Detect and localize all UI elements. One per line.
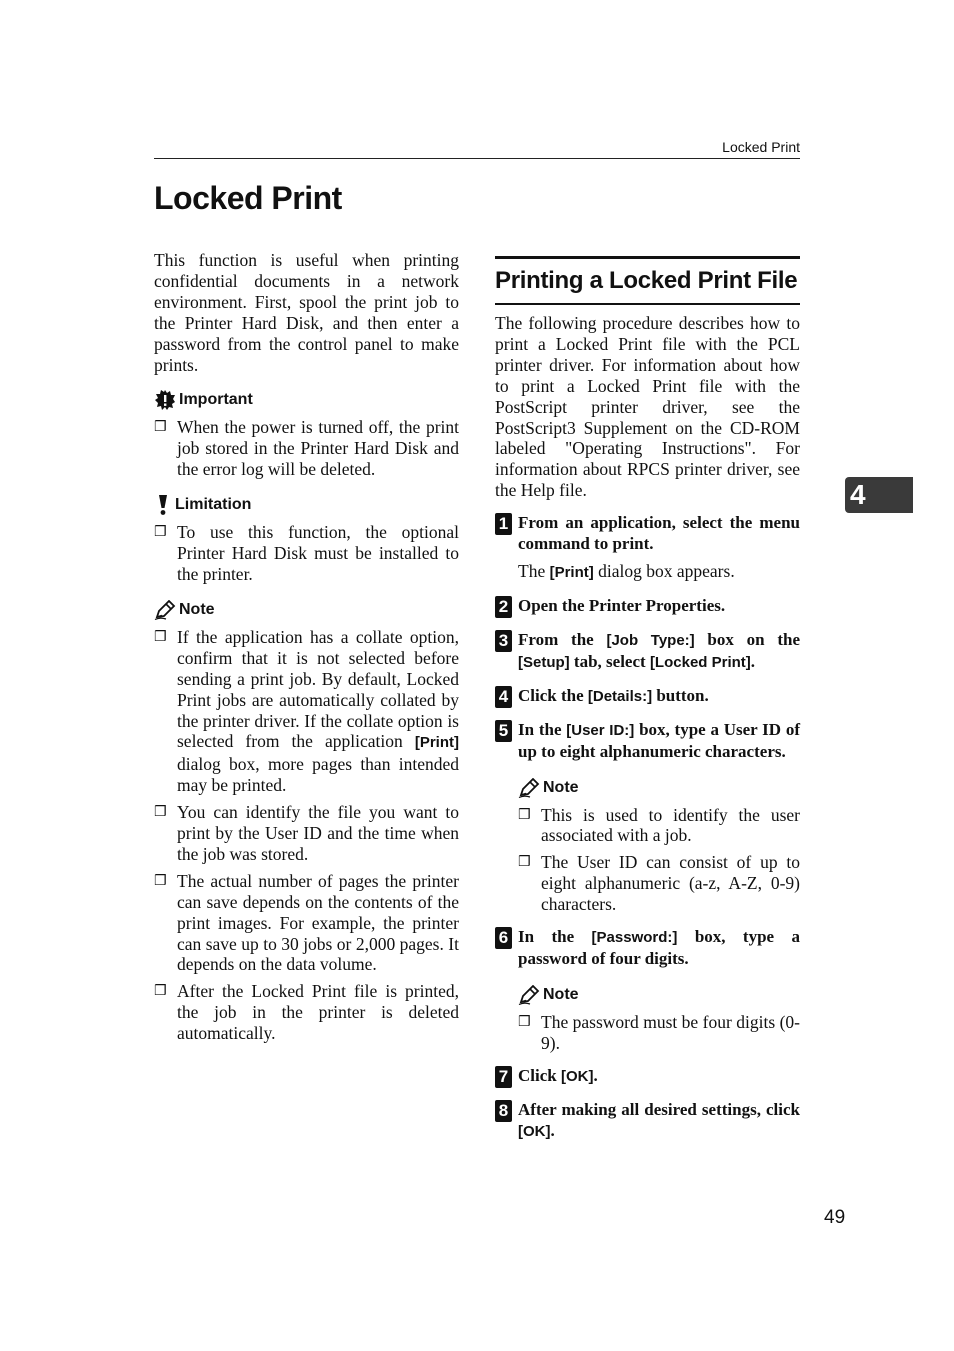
step-number: 4 (495, 686, 512, 708)
step-number: 6 (495, 927, 512, 949)
note-item: This is used to identify the user associated with a job. (541, 804, 800, 846)
step-number: 8 (495, 1100, 512, 1122)
note-item-identify: You can identify the file you want to print by the User ID and the time when the job was stored. (177, 802, 459, 864)
section-heading: Printing a Locked Print File (495, 256, 800, 305)
step-number: 2 (495, 596, 512, 618)
list-item (154, 871, 459, 976)
pencil-icon (154, 600, 176, 620)
checkbox-icon: ❒ (154, 628, 167, 645)
step-text: From the [Job Type:] box on the [Setup] tab, select [Locked Print]. (518, 629, 800, 671)
exclamation-icon (154, 494, 172, 516)
chapter-number: 4 (850, 479, 866, 510)
note-heading (154, 599, 459, 621)
step-6 (495, 927, 800, 970)
pencil-icon (518, 985, 540, 1005)
page-title: Locked Print (154, 180, 342, 216)
step-2 (495, 596, 800, 618)
running-head: Locked Print (722, 139, 800, 155)
ui-label-job-type: [Job Type:] (606, 631, 695, 649)
ui-label-setup: [Setup] (518, 653, 570, 671)
step-1 (495, 513, 800, 555)
ui-label-details: [Details:] (587, 687, 653, 705)
step-4 (495, 686, 800, 708)
ui-label-print: [Print] (549, 563, 594, 581)
important-heading (154, 389, 459, 411)
ui-label-locked-print: [Locked Print] (649, 653, 751, 671)
chapter-tab (845, 477, 913, 513)
checkbox-icon: ❒ (518, 1013, 531, 1030)
checkbox-icon: ❒ (518, 854, 531, 871)
list-item (518, 852, 800, 915)
note-item: The password must be four digits (0-9). (541, 1011, 800, 1053)
list-item (154, 522, 459, 585)
step-number: 5 (495, 720, 512, 742)
checkbox-icon: ❒ (154, 419, 167, 436)
note-heading (518, 777, 800, 799)
checkbox-icon: ❒ (154, 983, 167, 1000)
step-5-note (518, 777, 800, 916)
step-7 (495, 1066, 800, 1088)
step-number: 3 (495, 630, 512, 652)
left-column (154, 250, 459, 1044)
important-icon (154, 389, 176, 411)
note-item-pages: The actual number of pages the printer can save depends on the contents of the print images. For example, the printer can save up to 30 jobs or 2,000 pages. It depends on the data volume. (177, 870, 459, 975)
checkbox-icon: ❒ (518, 806, 531, 823)
note-label: Note (543, 778, 579, 796)
step-text: After making all desired settings, click [OK]. (518, 1099, 800, 1140)
step-1-result: The [Print] dialog box appears. (518, 560, 735, 581)
important-label: Important (179, 391, 253, 409)
step-text: From an application, select the menu command to print. (518, 513, 800, 554)
important-item: When the power is turned off, the print job stored in the Printer Hard Disk and the error log will be deleted. (177, 417, 459, 480)
note-item: The User ID can consist of up to eight alphanumeric (a-z, A-Z, 0-9) characters. (541, 852, 800, 915)
step-number: 1 (495, 513, 512, 535)
right-column (495, 256, 800, 1142)
checkbox-icon: ❒ (154, 804, 167, 821)
checkbox-icon: ❒ (154, 524, 167, 541)
step-text: Open the Printer Properties. (518, 595, 726, 615)
section-intro: The following procedure describes how to print a Locked Print file with the PCL printer driver. For information about how to print a Locked Print file with the PostScript printer driver, see the PostScript3 Supplement on the CD-ROM labeled "Operating Instructions". For information about RPCS printer driver, see the Help file. (495, 313, 800, 501)
checkbox-icon: ❒ (154, 872, 167, 889)
ui-label-ok: [OK] (518, 1122, 551, 1140)
note-heading (518, 984, 800, 1006)
note-item-collate: If the application has a collate option, confirm that it is not selected before sending a print job. By default, Locked Print jobs are automatically collated by the printer driver. If the collate option is selected from the application [Print] dialog box, more pages than intended may be printed. (177, 626, 459, 796)
note-item-deleted: After the Locked Print file is printed, the job in the printer is deleted automatically. (177, 981, 459, 1044)
step-text: Click the [Details:] button. (518, 685, 709, 705)
ui-label-print: [Print] (414, 734, 459, 752)
ui-label-user-id: [User ID:] (566, 721, 635, 739)
intro-paragraph: This function is useful when printing confidential documents in a network environment. First, spool the print job to the Printer Hard Disk, and then enter a password from the control panel to make prints. (154, 250, 459, 375)
list-item (154, 981, 459, 1044)
list-item (154, 802, 459, 865)
step-8 (495, 1100, 800, 1143)
list-item (518, 805, 800, 847)
note-label: Note (179, 600, 215, 618)
step-text: Click [OK]. (518, 1065, 598, 1085)
note-label: Note (543, 985, 579, 1003)
step-text: In the [Password:] box, type a password of four digits. (518, 927, 800, 968)
pencil-icon (518, 778, 540, 798)
ui-label-password: [Password:] (591, 929, 678, 947)
step-3 (495, 630, 800, 674)
page-number: 49 (824, 1207, 846, 1228)
ui-label-ok: [OK] (560, 1067, 594, 1085)
list-item (154, 417, 459, 480)
limitation-heading (154, 494, 459, 516)
header-rule (154, 158, 800, 159)
limitation-label: Limitation (175, 496, 252, 514)
step-text: In the [User ID:] box, type a User ID of up to eight alphanumeric characters. (518, 719, 800, 761)
step-5 (495, 720, 800, 763)
list-item (154, 627, 459, 796)
list-item (518, 1012, 800, 1054)
step-number: 7 (495, 1066, 512, 1088)
step-6-note (518, 984, 800, 1054)
limitation-item: To use this function, the optional Printer Hard Disk must be installed to the printer. (177, 522, 459, 584)
